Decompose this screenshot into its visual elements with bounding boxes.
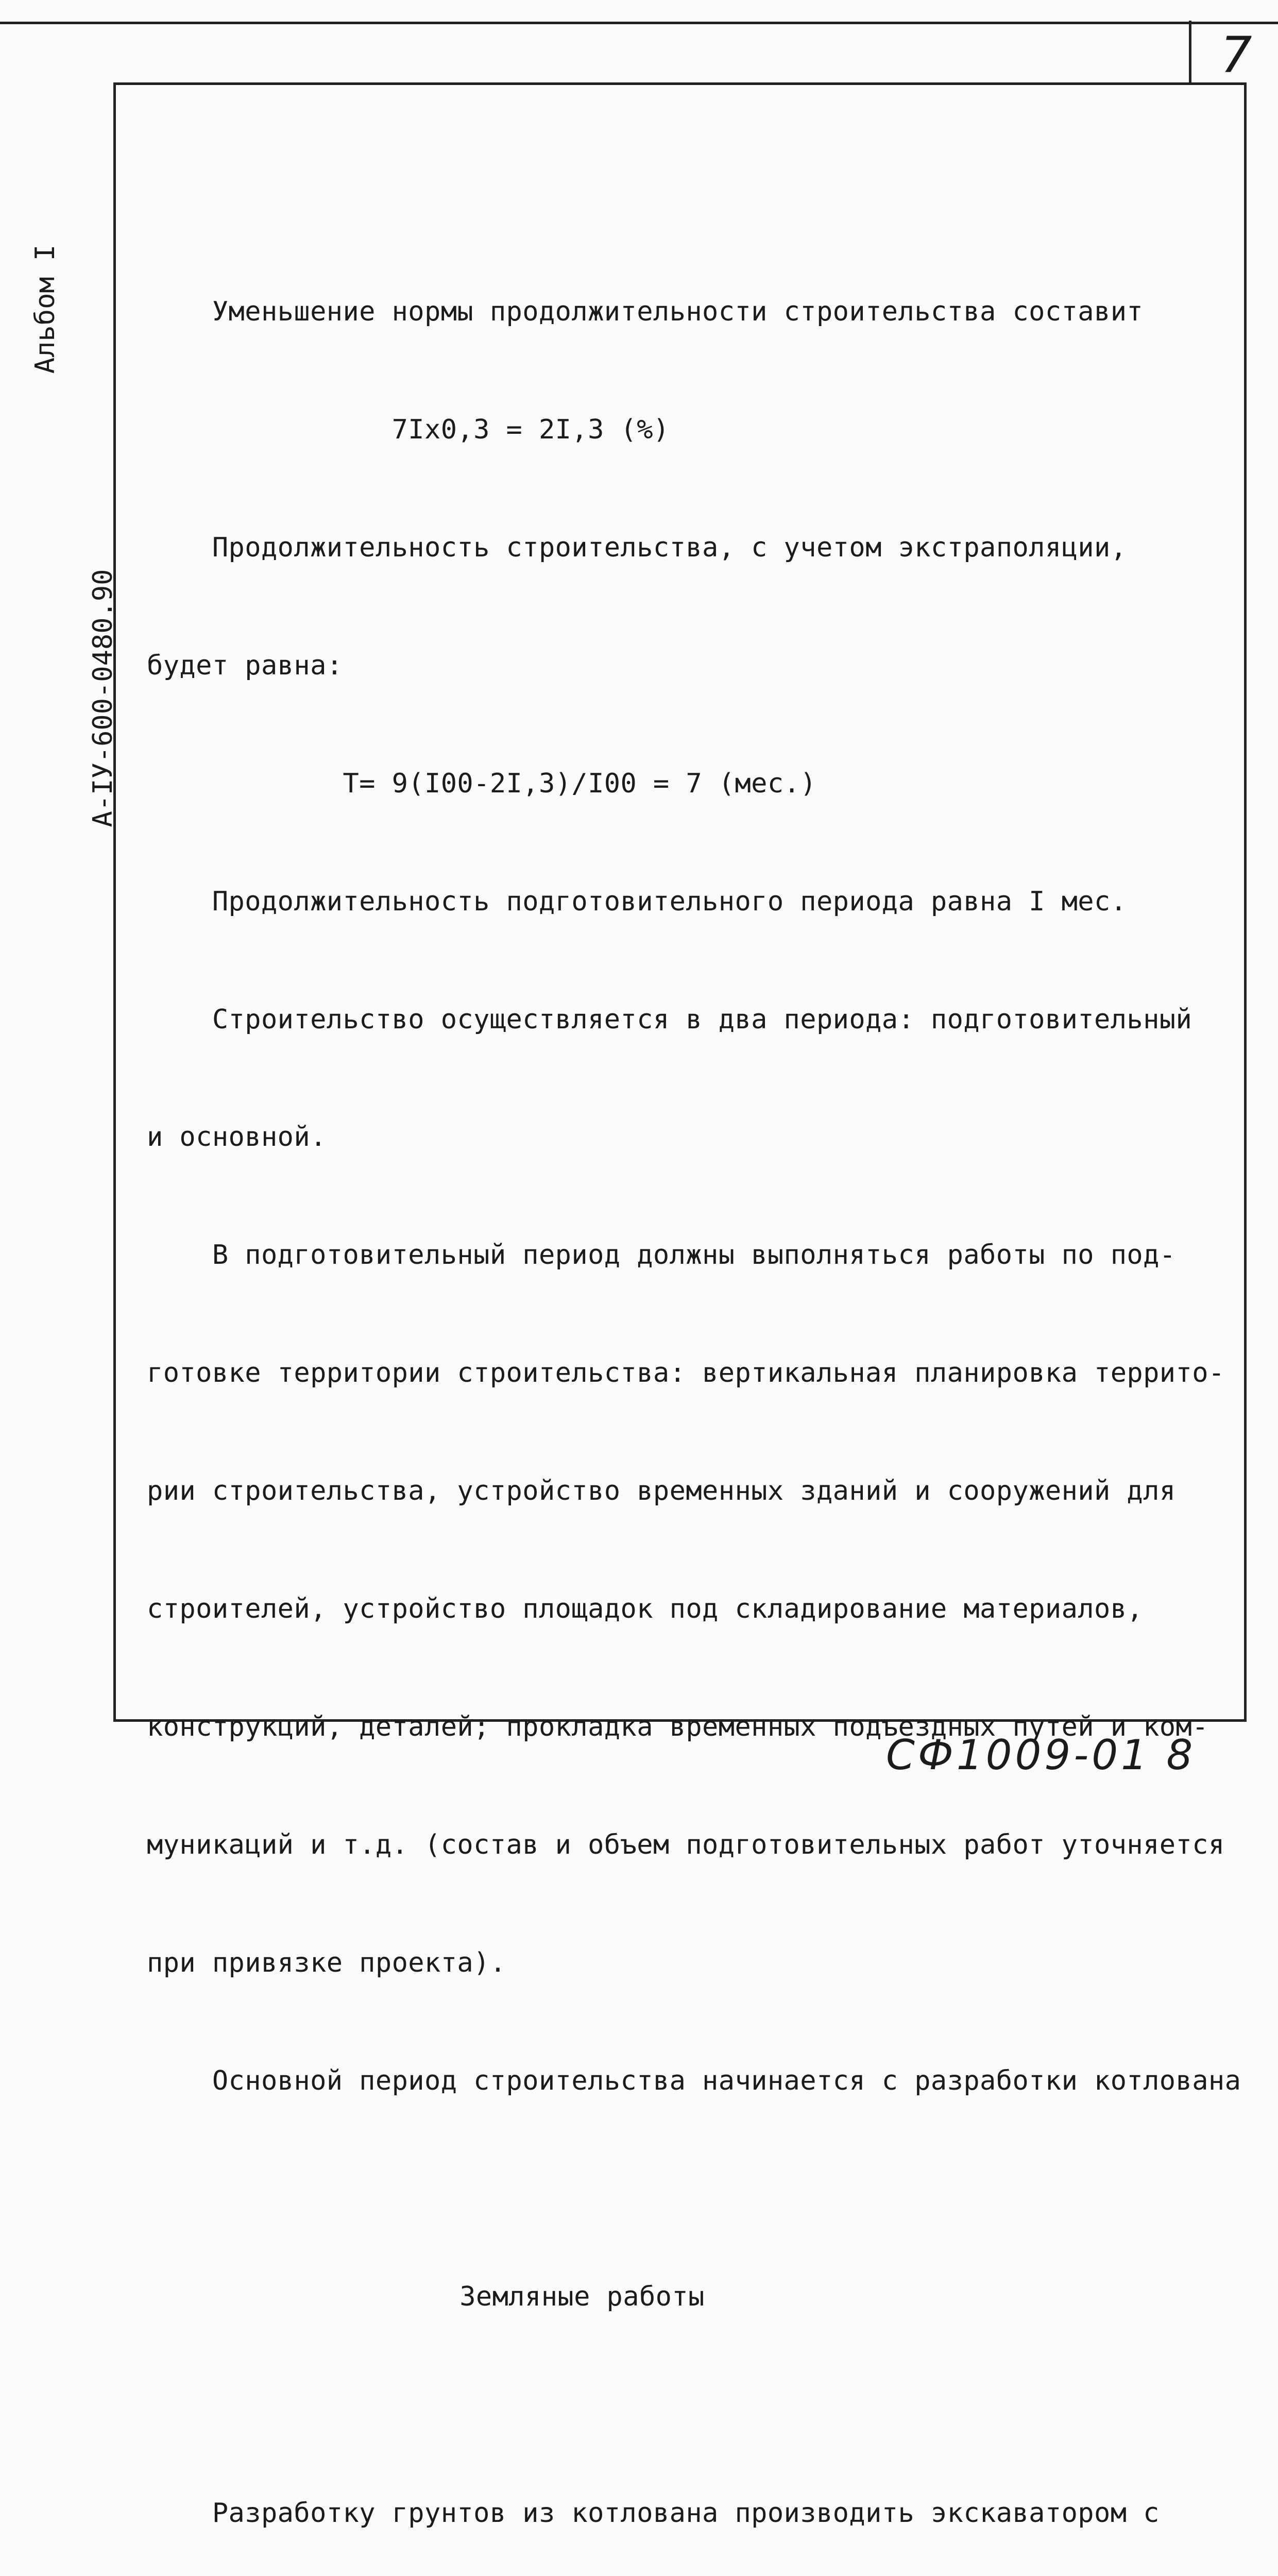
text-line: конструкций, деталей; прокладка временных подъездных путей и ком- bbox=[147, 1711, 1208, 1742]
text-line: Продолжительность подготовительного периода равна I мес. bbox=[147, 886, 1127, 917]
page-number: 7 bbox=[1220, 26, 1252, 84]
text-line: и основной. bbox=[147, 1122, 327, 1153]
top-rule bbox=[0, 22, 1278, 24]
text-line: Уменьшение нормы продолжительности строительства составит bbox=[147, 296, 1144, 328]
text-line: строителей, устройство площадок под складирование материалов, bbox=[147, 1593, 1144, 1624]
text-line: Разработку грунтов из котлована производить экскаватором с bbox=[147, 2497, 1160, 2529]
formula-line: Т= 9(I00-2I,3)/I00 = 7 (мес.) bbox=[147, 768, 816, 799]
text-line: В подготовительный период должны выполняться работы по под- bbox=[147, 1240, 1176, 1271]
album-label: Альбом I bbox=[30, 244, 61, 374]
text-line: будет равна: bbox=[147, 650, 343, 681]
text-line: при привязке проекта). bbox=[147, 1947, 506, 1978]
text-line: готовке территории строительства: вертикальная планировка террито- bbox=[147, 1358, 1225, 1389]
document-code-handwritten: СФ1009-01 8 bbox=[886, 1731, 1196, 1779]
text-line: муникаций и т.д. (состав и объем подготовительных работ уточняется bbox=[147, 1829, 1225, 1860]
text-line: рии строительства, устройство временных зданий и сооружений для bbox=[147, 1476, 1176, 1507]
formula-line: 7Iх0,3 = 2I,3 (%) bbox=[147, 414, 670, 446]
section-heading: Земляные работы bbox=[459, 2281, 705, 2313]
text-line: Продолжительность строительства, с учетом экстраполяции, bbox=[147, 532, 1127, 563]
text-line: Строительство осуществляется в два периода: подготовительный bbox=[147, 1004, 1192, 1035]
section-intro bbox=[147, 214, 1241, 2179]
section-earthworks bbox=[147, 2415, 1234, 2576]
document-code-vertical: А-IУ-600-0480.90 bbox=[88, 569, 118, 827]
text-line: Основной период строительства начинается с разработки котлована bbox=[147, 2065, 1241, 2096]
document-body bbox=[147, 135, 1241, 2576]
